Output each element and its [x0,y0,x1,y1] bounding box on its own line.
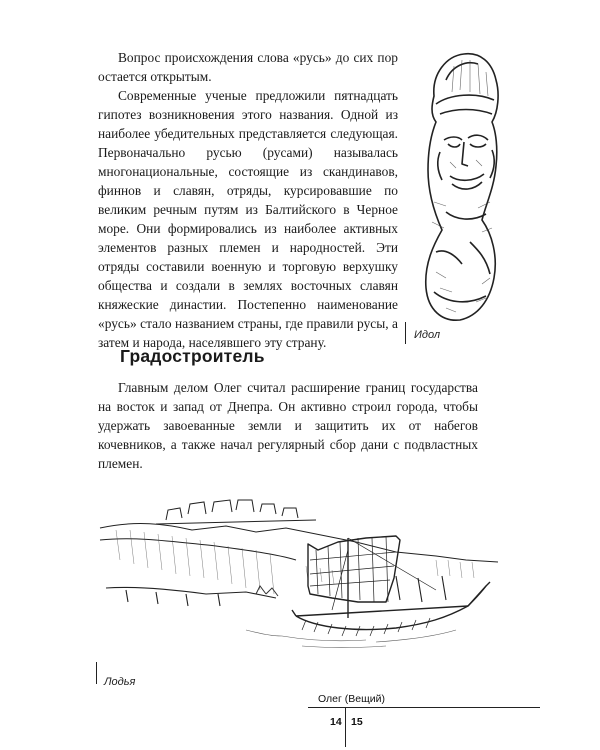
page-number-right: 15 [351,716,363,728]
running-footer-title: Олег (Вещий) [318,693,385,705]
boat-caption-bar [96,662,97,684]
page-number-left: 14 [330,716,342,728]
paragraph-2: Современные ученые предложили пятнадцать гипотез возникновения этого названия. Одной из наиболее убедительных представляется следующая. Первоначально русью (русами) называлась многонациональные, состоящие из скандинавов, финнов и славян, отряды, курсировавшие по великим речным путям из Балтийского в Черное море. Они формировались из наиболее активных элементов разных племен и народностей. Эти отряды составили военную и торговую верхушку общества и создали в землях восточных славян княжеские династии. Постепенно наименование «русь» стало названием страны, где правили русы, а затем и народа, населявшего эту страну. [98,88,398,350]
page-number-divider [345,707,346,747]
section-title: Градостроитель [120,346,265,366]
intro-text-column [98,48,398,352]
boat-illustration [96,490,500,652]
paragraph-1: Вопрос происхождения слова «русь» до сих пор остается открытым. [98,50,398,84]
footer-rule [308,707,540,708]
idol-caption-bar [405,322,406,344]
section-text-column [98,378,478,473]
idol-caption: Идол [414,329,441,341]
idol-illustration [406,52,518,324]
section-paragraph: Главным делом Олег считал расширение границ государства на восток и запад от Днепра. Он активно строил города, чтобы удержать завоеванные земли и защитить их от набегов кочевников, а также начал регулярный сбор дани с подвластных племен. [98,380,478,471]
boat-caption: Лодья [104,676,136,688]
